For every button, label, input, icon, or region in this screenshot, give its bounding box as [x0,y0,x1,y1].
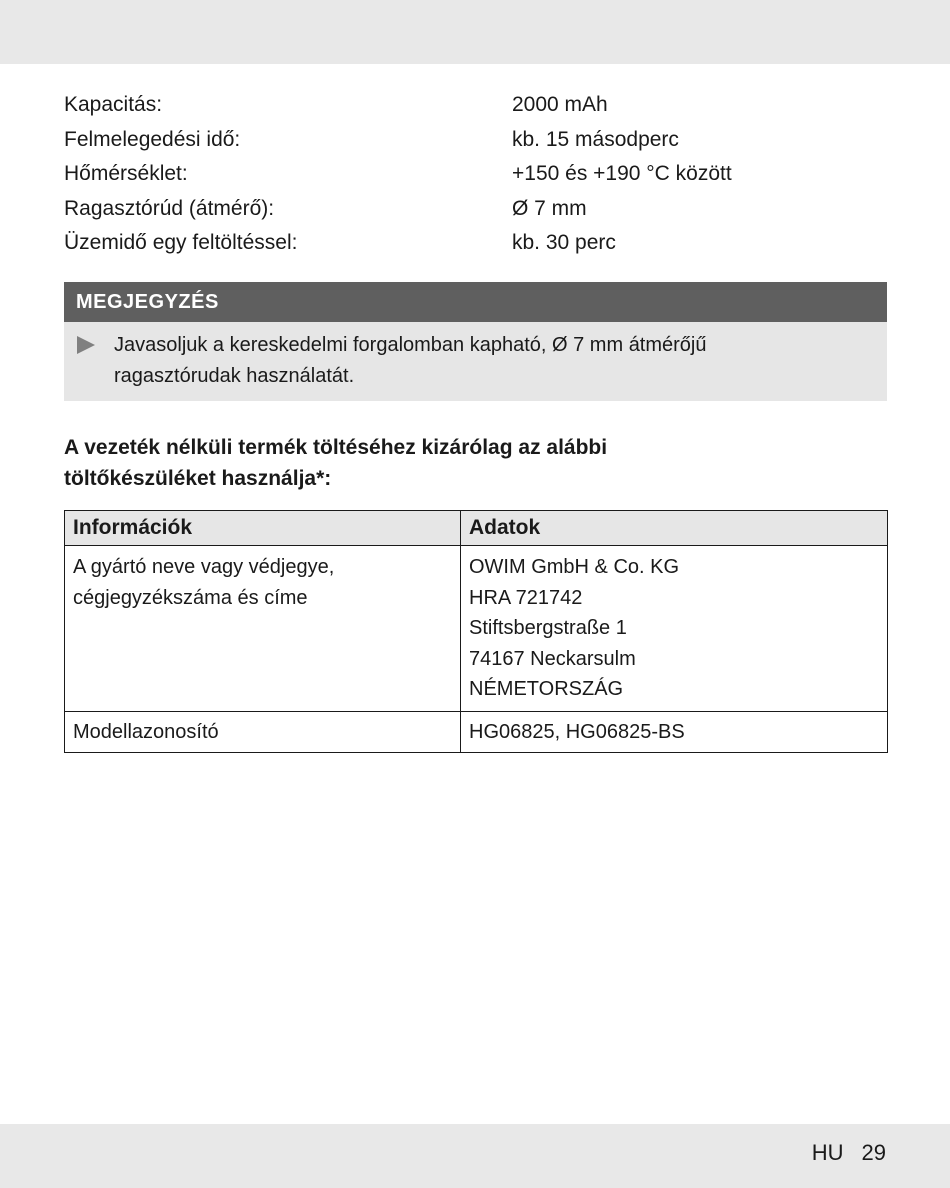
arrow-right-icon [77,336,95,354]
table-cell [461,546,888,712]
spec-row [64,123,887,158]
cell-line: OWIM GmbH & Co. KG [469,556,680,578]
note-title: MEGJEGYZÉS [64,282,887,322]
cell-line: A gyártó neve vagy védjegye, [73,556,335,578]
spec-label: Üzemidő egy feltöltéssel: [64,231,298,255]
table-row [65,546,888,712]
spec-value: Ø 7 mm [512,196,587,220]
heading-line: töltőkészüléket használja*: [64,467,332,490]
table-row [65,711,888,752]
cell-line: NÉMETORSZÁG [469,678,624,700]
table-cell [65,546,461,712]
cell-line: 74167 Neckarsulm [469,647,636,670]
footer-band [0,1124,950,1188]
language-code: HU [811,1140,844,1165]
table-cell: Modellazonosító [65,711,461,752]
note-box [64,282,887,401]
spec-row [64,88,887,123]
spec-value: +150 és +190 °C között [512,162,732,186]
spec-value: kb. 15 másodperc [512,127,679,151]
note-line: Javasoljuk a kereskedelmi forgalomban kapható, Ø 7 mm átmérőjű [114,334,707,356]
spec-label: Kapacitás: [64,93,163,117]
spec-row [64,226,887,261]
note-line: ragasztórudak használatát. [114,365,355,387]
spec-value: 2000 mAh [512,93,608,117]
spec-value: kb. 30 perc [512,231,616,255]
spec-label: Felmelegedési idő: [64,127,241,151]
table-header-row [65,511,888,546]
cell-line: Stiftsbergstraße 1 [469,617,627,639]
table-header: Adatok [461,511,888,546]
page-number: 29 [861,1140,886,1165]
spec-list [64,88,887,261]
heading-line: A vezeték nélküli termék töltéséhez kizárólag az alábbi [64,436,608,459]
table-cell: HG06825, HG06825-BS [461,711,888,752]
cell-line: cégjegyzékszáma és címe [73,586,308,609]
spec-label: Ragasztórúd (átmérő): [64,196,275,220]
page-footer [812,1140,886,1166]
table-header: Információk [65,511,461,546]
note-body [64,322,887,401]
spec-row [64,192,887,227]
spec-row [64,157,887,192]
spec-label: Hőmérséklet: [64,162,188,186]
section-heading [64,432,887,494]
charger-info-table [64,510,888,753]
cell-line: HRA 721742 [469,586,583,609]
header-band [0,0,950,64]
